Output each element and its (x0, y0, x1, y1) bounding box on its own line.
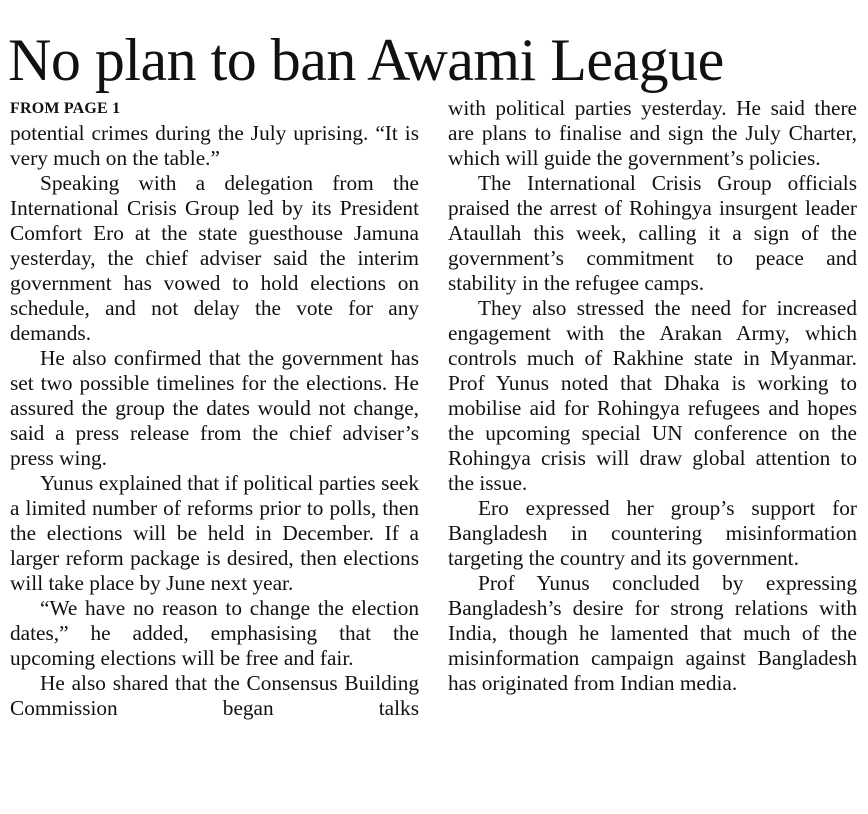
paragraph: Ero expressed her group’s support for Bangladesh in countering misinformation targeting the country and its government. (448, 496, 857, 570)
continuation-kicker: FROM PAGE 1 (10, 100, 121, 117)
paragraph: Speaking with a delegation from the International Crisis Group led by its President Comfort Ero at the state guesthouse Jamuna yesterday, the chief adviser said the interim government has vowed to hold elections on schedule, and not delay the vote for any demands. (10, 171, 419, 345)
paragraph: They also stressed the need for increased engagement with the Arakan Army, which controls much of Rakhine state in Myanmar. Prof Yunus noted that Dhaka is working to mobilise aid for Rohingya refugees and hopes the upcoming special UN conference on the Rohingya crisis will draw global attention to the issue. (448, 296, 857, 495)
paragraph: with political parties yesterday. He said there are plans to finalise and sign the July Charter, which will guide the government’s policies. (448, 96, 857, 170)
article-column-right (448, 96, 857, 696)
paragraph: Yunus explained that if political parties seek a limited number of reforms prior to polls, then the elections will be held in December. If a larger reform package is desired, then elections will take place by June next year. (10, 471, 419, 595)
paragraph: He also shared that the Consensus Building Commission began talks (10, 671, 419, 720)
paragraph: potential crimes during the July uprising. “It is very much on the table.” (10, 121, 419, 170)
headline: No plan to ban Awami League (8, 27, 724, 93)
paragraph: “We have no reason to change the election dates,” he added, emphasising that the upcoming elections will be free and fair. (10, 596, 419, 670)
paragraph: The International Crisis Group officials praised the arrest of Rohingya insurgent leader Ataullah this week, calling it a sign of the government’s commitment to peace and stability in the refugee camps. (448, 171, 857, 295)
paragraph: Prof Yunus concluded by expressing Bangladesh’s desire for strong relations with India, though he lamented that much of the misinformation campaign against Bangladesh has originated from Indian media. (448, 571, 857, 695)
article-column-left (10, 96, 419, 721)
paragraph: He also confirmed that the government has set two possible timelines for the elections. He assured the group the dates would not change, said a press release from the chief adviser’s press wing. (10, 346, 419, 470)
